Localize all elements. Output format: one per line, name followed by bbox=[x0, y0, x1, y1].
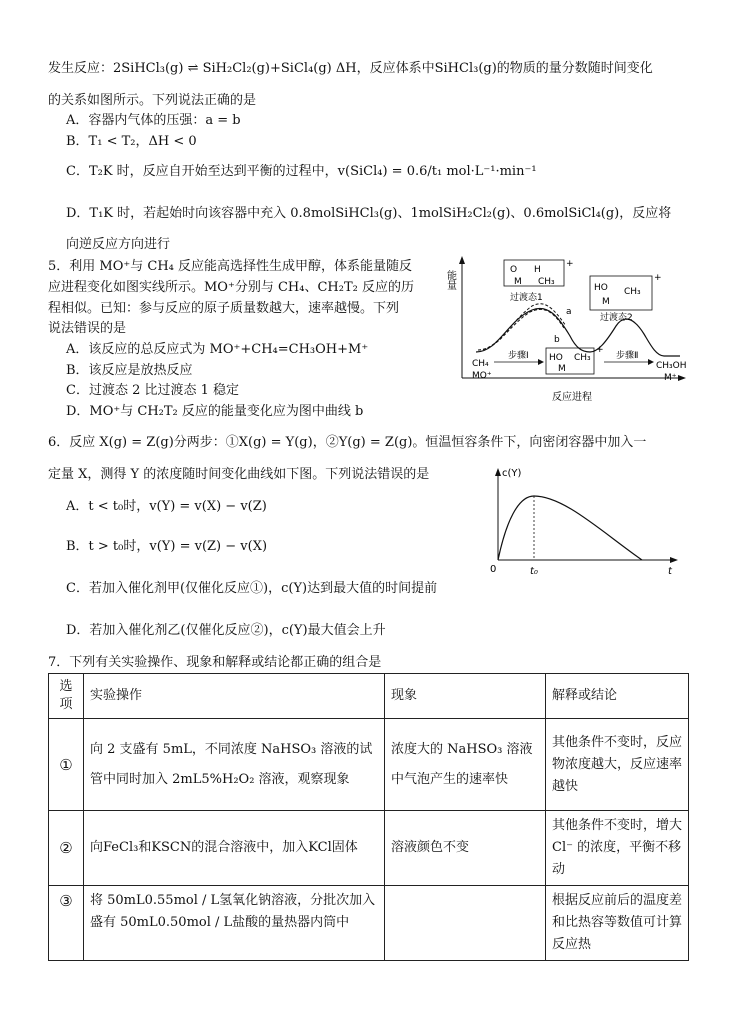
step2-label: 步骤Ⅱ bbox=[616, 351, 639, 361]
energy-y-arrow bbox=[459, 256, 465, 264]
curve-b-label: b bbox=[554, 335, 560, 345]
q5-stem-line3: 程相似。已知：参与反应的原子质量数越大，速率越慢。下列 bbox=[48, 301, 400, 316]
curve-a-label: a bbox=[566, 307, 572, 317]
t0-label: t₀ bbox=[530, 566, 538, 577]
row1-operation: 向 2 支盛有 5mL，不同浓度 NaHSO₃ 溶液的试管中同时加入 2mL5%H₂O₂ 溶液，观察现象 bbox=[84, 719, 385, 811]
ts1-label: 过渡态1 bbox=[510, 293, 543, 303]
ts1-o: O bbox=[510, 265, 518, 275]
energy-x-arrow bbox=[678, 375, 686, 381]
q6-option-b: B．t > t₀时，v(Y) = v(Z) − v(X) bbox=[66, 539, 268, 554]
cy-curve bbox=[498, 496, 642, 560]
q5-stem-line4: 说法错误的是 bbox=[48, 321, 127, 336]
row3-phenomenon bbox=[385, 886, 546, 961]
ts2-label: 过渡态2 bbox=[600, 313, 633, 323]
q4-option-d: D．T₁K 时，若起始时向该容器中充入 0.8molSiHCl₃(g)、1molSiH₂Cl₂(g)、0.6molSiCl₄(g)，反应将 bbox=[66, 206, 672, 221]
q6-stem-line1: 6．反应 X(g) = Z(g)分两步：①X(g) = Y(g)，②Y(g) = Z(g)。恒温恒容条件下，向密闭容器中加入一 bbox=[48, 435, 647, 450]
product-m: M⁺ bbox=[664, 373, 677, 383]
ts1-ch3: CH₃ bbox=[538, 277, 555, 287]
table-row bbox=[49, 886, 689, 961]
product-ch3oh: CH₃OH bbox=[656, 361, 687, 371]
ts2-m: M bbox=[602, 297, 610, 307]
header-phenomenon: 现象 bbox=[385, 674, 546, 719]
solid-energy-curve bbox=[476, 308, 680, 356]
ts2-ch3: CH₃ bbox=[624, 287, 641, 297]
reactant-ch4: CH₄ bbox=[472, 359, 489, 369]
row1-phenomenon: 浓度大的 NaHSO₃ 溶液中气泡产生的速率快 bbox=[385, 719, 546, 811]
t-label: t bbox=[668, 566, 672, 577]
q5-option-a: A．该反应的总反应式为 MO⁺+CH₄=CH₃OH+M⁺ bbox=[66, 342, 369, 357]
q7-stem: 7．下列有关实验操作、现象和解释或结论都正确的组合是 bbox=[48, 655, 382, 670]
step1-label: 步骤Ⅰ bbox=[508, 351, 529, 361]
table-header-row bbox=[49, 674, 689, 719]
row1-conclusion: 其他条件不变时，反应物浓度越大，反应速率越快 bbox=[546, 719, 689, 811]
header-operation: 实验操作 bbox=[84, 674, 385, 719]
mid-ch3: CH₃ bbox=[574, 353, 591, 363]
row2-no: ② bbox=[49, 811, 84, 886]
table-row bbox=[49, 719, 689, 811]
experiment-table bbox=[48, 673, 689, 961]
q5-option-c: C．过渡态 2 比过渡态 1 稳定 bbox=[66, 383, 240, 398]
q4-option-b: B．T₁ < T₂，ΔH < 0 bbox=[66, 134, 197, 149]
q6-stem-line2: 定量 X，测得 Y 的浓度随时间变化曲线如下图。下列说法错误的是 bbox=[48, 467, 430, 482]
header-conclusion: 解释或结论 bbox=[546, 674, 689, 719]
table-row bbox=[49, 811, 689, 886]
origin-label: 0 bbox=[490, 564, 497, 575]
t-arrow bbox=[670, 557, 678, 563]
q4-stem-line1: 发生反应：2SiHCl₃(g) ⇌ SiH₂Cl₂(g)+SiCl₄(g) ΔH，反应体系中SiHCl₃(g)的物质的量分数随时间变化 bbox=[48, 61, 653, 76]
energy-diagram bbox=[444, 252, 688, 412]
q5-stem-line1: 5．利用 MO⁺与 CH₄ 反应能高选择性生成甲醇，体系能量随反 bbox=[48, 259, 412, 274]
reactant-mo: MO⁺ bbox=[472, 371, 492, 381]
q5-option-d: D．MO⁺与 CH₂T₂ 反应的能量变化应为图中曲线 b bbox=[66, 404, 364, 419]
q6-option-a: A．t < t₀时，v(Y) = v(X) − v(Z) bbox=[66, 499, 267, 514]
header-option: 选项 bbox=[49, 674, 84, 719]
ts2-charge: + bbox=[654, 273, 662, 283]
ts1-m: M bbox=[514, 277, 522, 287]
row3-operation: 将 50mL0.55mol / L氢氧化钠溶液，分批次加入盛有 50mL0.50mol / L盐酸的量热器内筒中 bbox=[84, 886, 385, 961]
mid-ho: HO bbox=[549, 353, 563, 363]
q5-option-b: B．该反应是放热反应 bbox=[66, 363, 193, 378]
row3-no: ③ bbox=[49, 886, 84, 961]
cy-arrow bbox=[495, 468, 501, 476]
q5-stem-line2: 应进程变化如图实线所示。MO⁺分别与 CH₄、CH₂T₂ 反应的历 bbox=[48, 280, 414, 295]
q4-stem-line2: 的关系如图所示。下列说法正确的是 bbox=[48, 93, 257, 108]
energy-y-label: 能量 bbox=[444, 270, 456, 290]
step1-arrowhead bbox=[538, 359, 544, 365]
row1-no: ① bbox=[49, 719, 84, 811]
q4-option-a: A．容器内气体的压强：a = b bbox=[66, 113, 241, 128]
q4-option-c: C．T₂K 时，反应自开始至达到平衡的过程中，v(SiCl₄) = 0.6/t₁ mol·L⁻¹·min⁻¹ bbox=[66, 164, 537, 179]
q6-option-c: C．若加入催化剂甲(仅催化反应①)，c(Y)达到最大值的时间提前 bbox=[66, 581, 438, 596]
energy-x-label: 反应进程 bbox=[552, 392, 592, 403]
cy-label: c(Y) bbox=[502, 468, 522, 479]
row2-conclusion: 其他条件不变时，增大 Cl⁻ 的浓度，平衡不移动 bbox=[546, 811, 689, 886]
ts1-h: H bbox=[534, 265, 541, 275]
q4-option-d-cont: 向逆反应方向进行 bbox=[66, 237, 171, 252]
row2-phenomenon: 溶液颜色不变 bbox=[385, 811, 546, 886]
ts1-charge: + bbox=[566, 259, 574, 269]
concentration-graph bbox=[484, 462, 684, 580]
mid-charge: + bbox=[596, 345, 604, 355]
q6-option-d: D．若加入催化剂乙(仅催化反应②)，c(Y)最大值会上升 bbox=[66, 623, 386, 638]
ts2-ho: HO bbox=[594, 283, 608, 293]
curve-a bbox=[478, 304, 566, 350]
step2-arrowhead bbox=[648, 359, 654, 365]
ts2-box bbox=[590, 276, 652, 310]
row3-conclusion: 根据反应前后的温度差和比热容等数值可计算反应热 bbox=[546, 886, 689, 961]
row2-operation: 向FeCl₃和KSCN的混合溶液中，加入KCl固体 bbox=[84, 811, 385, 886]
mid-m: M bbox=[558, 364, 566, 374]
